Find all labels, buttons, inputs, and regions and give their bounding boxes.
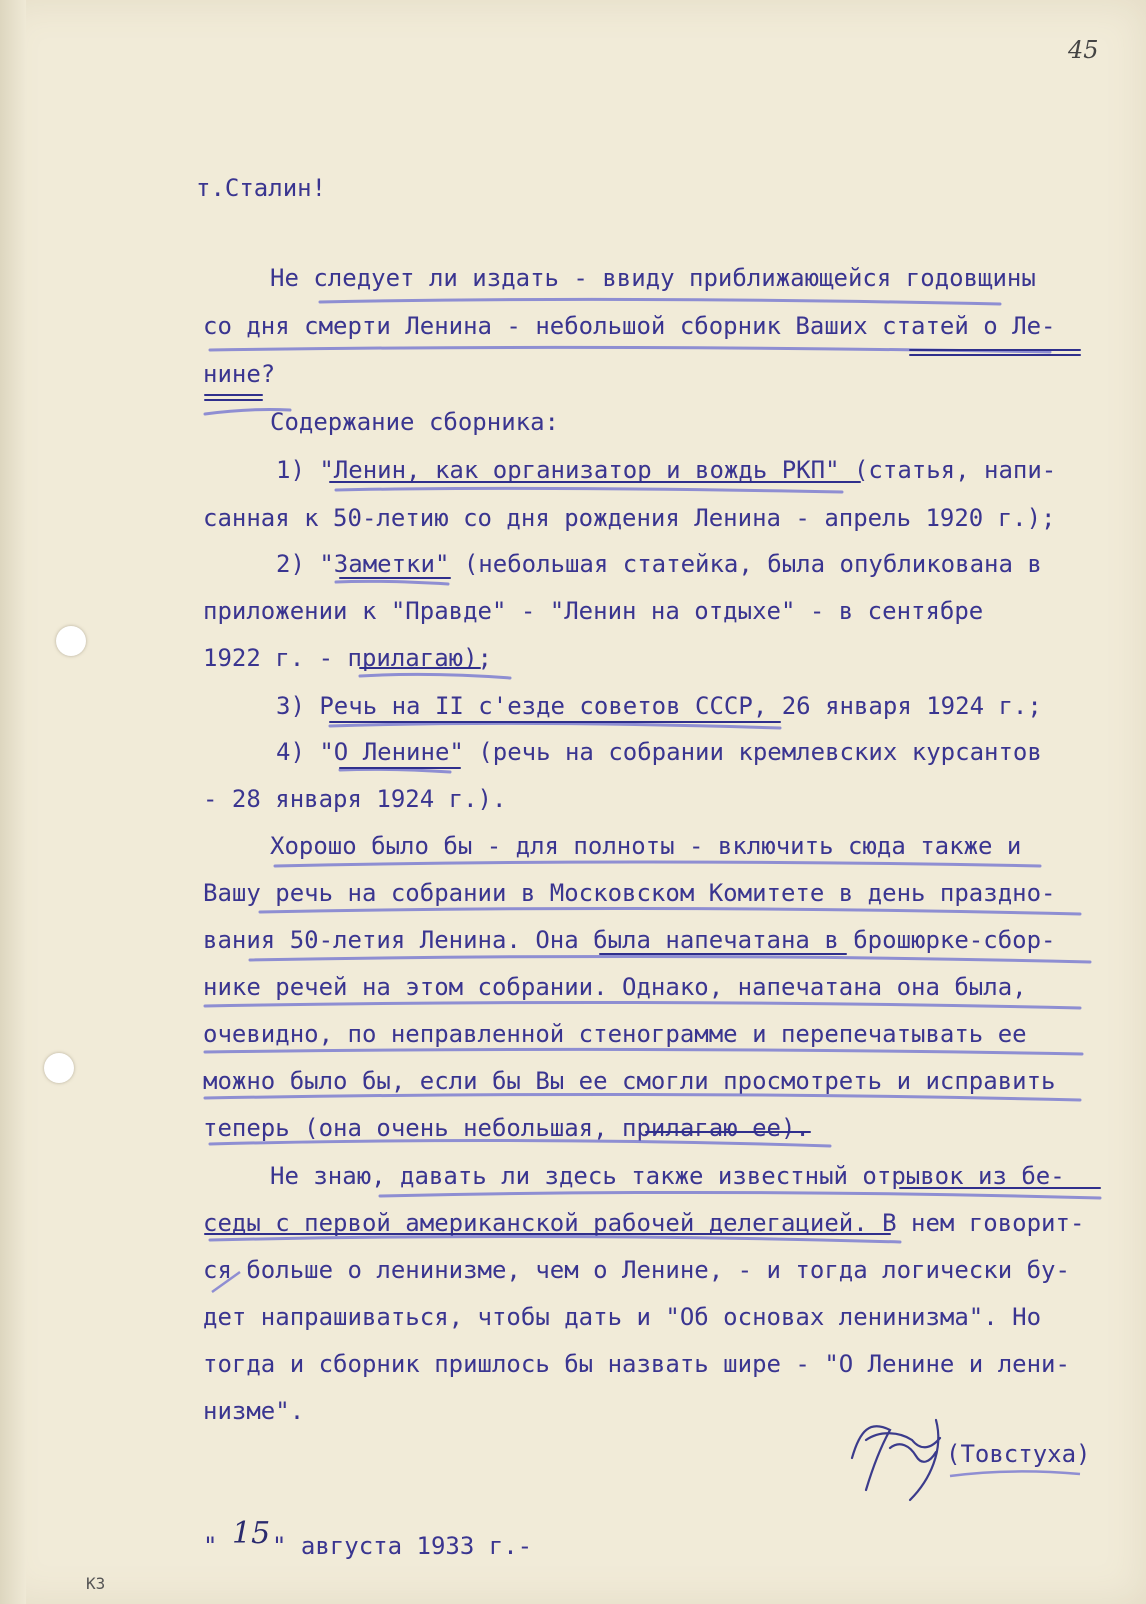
text-line: теперь (она очень небольшая, прилагаю ее). [203,1114,810,1142]
text-line: 1922 г. - прилагаю); [203,644,492,672]
text-line: 4) "О Ленине" (речь на собрании кремлевских курсантов [276,738,1042,766]
text-line: ся больше о ленинизме, чем о Ленине, - и тогда логически бу- [203,1256,1070,1284]
text-line: санная к 50-летию со дня рождения Ленина - апрель 1920 г.); [203,504,1056,532]
signatory-name: (Товстуха) [946,1440,1091,1468]
text-line: вания 50-летия Ленина. Она была напечатана в брошюрке-сбор- [203,926,1056,954]
text-line: Вашу речь на собрании в Московском Комитете в день праздно- [203,879,1056,907]
text-line: можно было бы, если бы Вы ее смогли просмотреть и исправить [203,1067,1056,1095]
page-number: 45 [1068,36,1099,64]
signature-scribble [852,1420,940,1500]
text-line: Хорошо было бы - для полноты - включить сюда также и [270,832,1022,860]
text-line: тогда и сборник пришлось бы назвать шире - "О Ленине и лени- [203,1350,1070,1378]
salutation: т.Сталин! [196,174,327,202]
text-line: седы с первой американской рабочей делегацией. В нем говорит- [203,1209,1085,1237]
text-line: нине? [203,360,276,388]
text-line: нике речей на этом собрании. Однако, напечатана она была, [203,973,1027,1001]
text-line: 2) "Заметки" (небольшая статейка, была опубликована в [276,550,1042,578]
date-open-quote: " [203,1532,218,1560]
text-line: низме". [203,1397,305,1425]
text-line: - 28 января 1924 г.). [203,785,507,813]
text-line: 1) "Ленин, как организатор и вождь РКП" (статья, напи- [276,456,1057,484]
text-line: очевидно, по неправленной стенограмме и перепечатывать ее [203,1020,1027,1048]
text-line: Не знаю, давать ли здесь также известный отрывок из бе- [270,1162,1065,1190]
text-line: 3) Речь на II с'езде советов СССР, 26 января 1924 г.; [276,692,1042,720]
text-line: со дня смерти Ленина - небольшой сборник Ваших статей о Ле- [203,312,1056,340]
text-line: Не следует ли издать - ввиду приближающейся годовщины [270,264,1036,292]
text-line: дет напрашиваться, чтобы дать и "Об основах ленинизма". Но [203,1303,1042,1331]
text-line: приложении к "Правде" - "Ленин на отдыхе" - в сентябре [203,597,984,625]
archive-mark: К3 [86,1574,106,1593]
date-day-handwritten: 15 [232,1516,271,1551]
text-line: Содержание сборника: [270,408,559,436]
date-line: " августа 1933 г.- [272,1532,533,1560]
